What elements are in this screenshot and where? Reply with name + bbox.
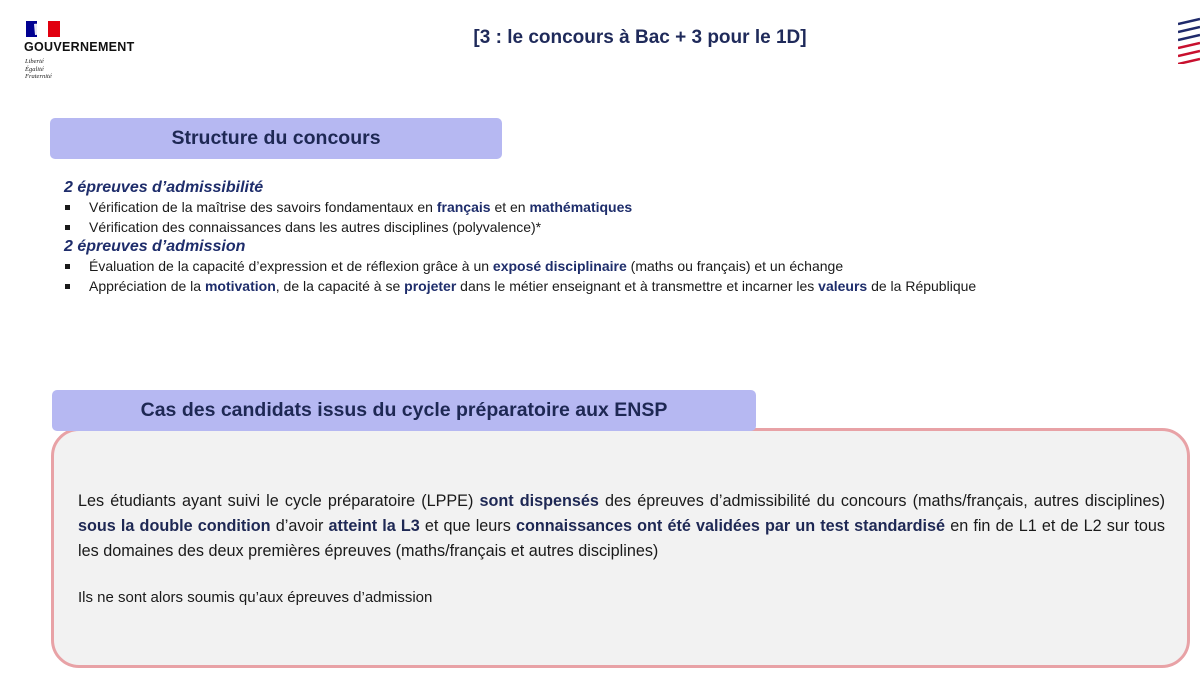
motto-fraternite: Fraternité	[25, 73, 52, 80]
list-item: Appréciation de la motivation, de la capacité à se projeter dans le métier enseignant et à transmettre et incarner les valeurs de la République	[64, 277, 1174, 297]
slide-title: [3 : le concours à Bac + 3 pour le 1D]	[473, 27, 807, 48]
section-header-structure: Structure du concours	[50, 118, 502, 159]
motto-liberte: Liberté	[25, 58, 44, 65]
ensp-card	[51, 428, 1190, 668]
list-item: Évaluation de la capacité d’expression et de réflexion grâce à un exposé disciplinaire (maths ou français) et un échange	[64, 257, 1174, 277]
motto-egalite: Égalité	[25, 65, 44, 73]
logo-title: GOUVERNEMENT	[24, 40, 135, 54]
admissibility-list	[64, 198, 1174, 237]
admission-heading: 2 épreuves d’admission	[64, 238, 246, 255]
admissibility-heading: 2 épreuves d’admissibilité	[64, 179, 264, 196]
section-header-ensp: Cas des candidats issus du cycle préparatoire aux ENSP	[52, 390, 756, 431]
marianne-flag-icon	[26, 18, 60, 40]
ensp-note: Ils ne sont alors soumis qu’aux épreuves d’admission	[78, 589, 433, 606]
structure-content	[64, 178, 1174, 296]
admission-list	[64, 257, 1174, 296]
ensp-paragraph: Les étudiants ayant suivi le cycle préparatoire (LPPE) sont dispensés des épreuves d’admissibilité du concours (maths/français, autres disciplines) sous la double condition d’avoir atteint la L3 et que leurs connaissances ont été validées par un test standardisé en fin de L1 et de L2 sur tous les domaines des deux premières épreuves (maths/français et autres disciplines)	[78, 492, 1166, 560]
logo-motto	[25, 58, 105, 81]
list-item: Vérification des connaissances dans les autres disciplines (polyvalence)*	[64, 218, 1174, 238]
list-item: Vérification de la maîtrise des savoirs fondamentaux en français et en mathématiques	[64, 198, 1174, 218]
corner-stripes-icon	[1178, 16, 1200, 64]
